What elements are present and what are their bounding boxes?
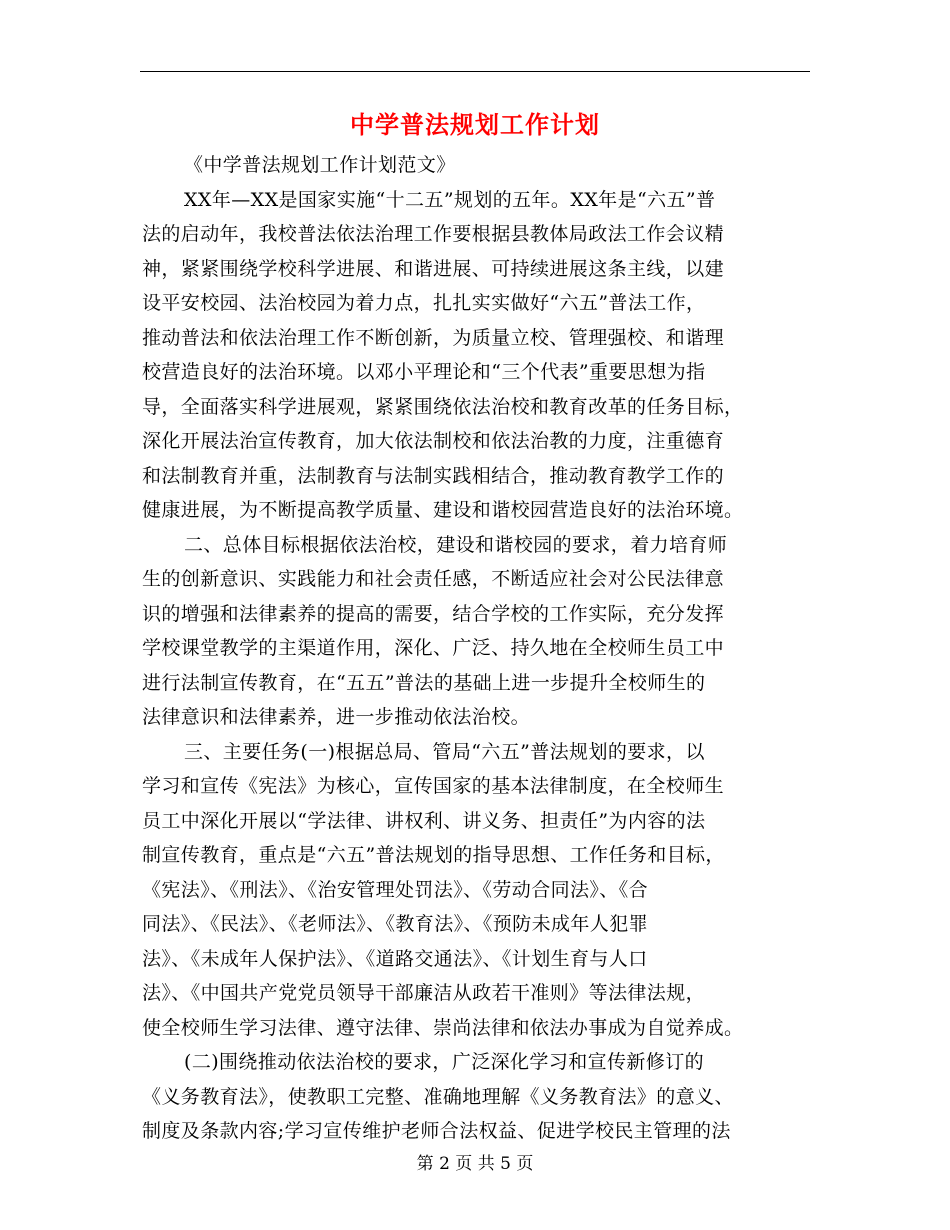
footer-label-page: 第: [416, 1154, 434, 1174]
text-line: 设平安校园、法治校园为着力点，扎扎实实做好“六五”普法工作，: [142, 292, 706, 314]
text-line: 推动普法和依法治理工作不断创新，为质量立校、管理强校、和谐理: [142, 326, 725, 349]
text-line: 生的创新意识、实践能力和社会责任感，不断适应社会对公民法律意: [142, 568, 725, 590]
text-line: 法》、《中国共产党党员领导干部廉洁从政若干准则》等法律法规，: [142, 982, 706, 1004]
text-line: 制度及条款内容;学习宣传维护老师合法权益、促进学校民主管理的法: [142, 1120, 731, 1142]
text-line: 《中学普法规划工作计划范文》: [184, 154, 456, 176]
text-line: 使全校师生学习法律、遵守法律、崇尚法律和依法办事成为自觉养成。: [142, 1016, 744, 1039]
header-rule: [140, 71, 810, 72]
text-line: 和法制教育并重，法制教育与法制实践相结合，推动教育教学工作的: [142, 464, 725, 487]
text-line: 同法》、《民法》、《老师法》、《教育法》、《预防未成年人犯罪: [142, 913, 649, 935]
text-line: XX年—XX是国家实施“十二五”规划的五年。XX年是“六五”普: [184, 188, 716, 211]
text-line: (二)围绕推动依法治校的要求，广泛深化学习和宣传新修订的: [184, 1051, 705, 1073]
text-line: 学校课堂教学的主渠道作用，深化、广泛、持久地在全校师生员工中: [142, 637, 725, 659]
text-line: 二、总体目标根据依法治校，建设和谐校园的要求，着力培育师: [184, 533, 728, 556]
text-line: 神，紧紧围绕学校科学进展、和谐进展、可持续进展这条主线，以建: [142, 257, 725, 280]
text-line: 《义务教育法》，使教职工完整、准确地理解《义务教育法》的意义、: [142, 1085, 734, 1108]
text-line: 校营造良好的法治环境。以邓小平理论和“三个代表”重要思想为指: [142, 361, 706, 383]
page-footer: [0, 1152, 950, 1176]
text-line: 学习和宣传《宪法》为核心，宣传国家的基本法律制度，在全校师生: [142, 775, 725, 797]
text-line: 《宪法》、《刑法》、《治安管理处罚法》、《劳动合同法》、《合: [142, 878, 649, 901]
text-line: 制宣传教育，重点是“六五”普法规划的指导思想、工作任务和目标，: [142, 844, 725, 866]
text-line: 进行法制宣传教育，在“五五”普法的基础上进一步提升全校师生的: [142, 671, 706, 694]
text-line: 三、主要任务(一)根据总局、管局“六五”普法规划的要求，以: [184, 740, 705, 763]
total-page-count: 5: [500, 1154, 511, 1174]
text-line: 法的启动年，我校普法依法治理工作要根据县教体局政法工作会议精: [142, 223, 725, 245]
text-line: 法》、《未成年人保护法》、《道路交通法》、《计划生育与人口: [142, 947, 648, 970]
footer-label-unit-2: 页: [516, 1154, 534, 1174]
footer-label-unit: 页: [455, 1154, 473, 1174]
document-body: [142, 148, 808, 1149]
text-line: 员工中深化开展以“学法律、讲权利、讲义务、担责任”为内容的法: [142, 809, 706, 832]
footer-label-total: 共: [477, 1154, 495, 1174]
text-line: 健康进展，为不断提高教学质量、建设和谐校园营造良好的法治环境。: [142, 499, 744, 521]
text-line: 法律意识和法律素养，进一步推动依法治校。: [142, 706, 531, 728]
text-line: 识的增强和法律素养的提高的需要，结合学校的工作实际，充分发挥: [142, 602, 725, 625]
document-title: 中学普法规划工作计划: [350, 110, 600, 139]
text-line: 导，全面落实科学进展观，紧紧围绕依法治校和教育改革的任务目标，: [142, 395, 744, 418]
text-line: 深化开展法治宣传教育，加大依法制校和依法治教的力度，注重德育: [142, 430, 725, 452]
current-page-number: 2: [439, 1154, 450, 1174]
